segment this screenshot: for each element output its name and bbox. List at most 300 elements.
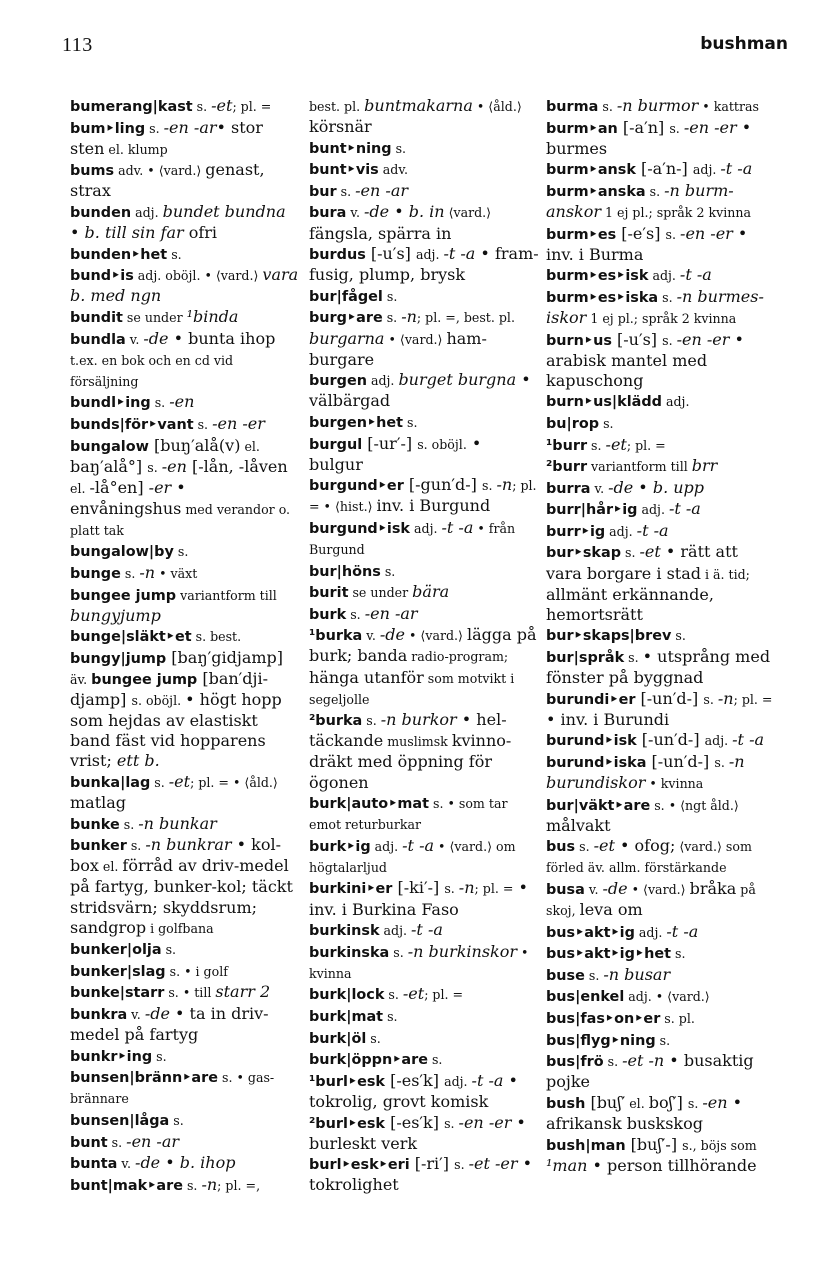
- definition-text: [ban′dji-djamp]: [70, 669, 269, 710]
- definition-text: • bulgur: [309, 433, 482, 474]
- definition-text: -lå°en]: [89, 477, 149, 497]
- grammar-note: s.: [366, 1030, 381, 1046]
- dictionary-entry: [546, 478, 776, 499]
- inflection-text: -t -a: [668, 499, 701, 519]
- definition-text: • inv. i Burundi: [546, 709, 670, 729]
- headword: bus|frö: [546, 1054, 604, 1071]
- grammar-note: ; pl. = • ⟨hist.⟩: [309, 478, 537, 515]
- inflection-text: -n burm-anskor: [546, 180, 734, 221]
- dictionary-entry: [309, 1154, 539, 1195]
- inflection-text: -t -a: [732, 730, 765, 750]
- grammar-note: s.: [147, 459, 162, 475]
- headword: ²burr: [546, 459, 588, 476]
- definition-text: [-u′s]: [611, 329, 663, 349]
- grammar-note: ; pl. =, best. pl.: [416, 310, 515, 326]
- inflection-text: -et: [168, 772, 191, 791]
- inflection-text: -n bunkrar: [145, 835, 232, 855]
- grammar-note: s. • till: [164, 985, 216, 1001]
- inflection-text: -n burmor: [616, 96, 699, 115]
- grammar-note: v.: [590, 480, 609, 496]
- grammar-note: v.: [346, 205, 364, 221]
- grammar-note: s. • gas-brännare: [70, 1070, 275, 1107]
- definition-text: • bunta ihop: [168, 328, 276, 348]
- dictionary-column-1: [70, 96, 300, 1196]
- grammar-note: t.ex. en bok och en cd vid försäljning: [70, 352, 234, 389]
- inflection-text: starr 2: [215, 982, 271, 1002]
- definition-text: ofri: [183, 223, 218, 243]
- grammar-note: s.: [362, 713, 381, 729]
- definition-text: • tokrolig, grovt komisk: [309, 1070, 518, 1111]
- headword: bur|höns: [309, 563, 381, 580]
- dictionary-entry: [546, 542, 776, 624]
- dictionary-entry: [70, 307, 300, 328]
- dictionary-entry: [309, 370, 539, 411]
- inflection-text: -et -er: [468, 1154, 518, 1174]
- dictionary-entry: [70, 648, 300, 772]
- grammar-note: s.: [599, 415, 614, 431]
- grammar-note: adj.: [379, 923, 412, 939]
- grammar-note: adv.: [378, 162, 408, 178]
- dictionary-column-2: [309, 96, 539, 1195]
- inflection-text: -t -a: [471, 1070, 504, 1090]
- headword: ¹burr: [546, 437, 588, 454]
- dictionary-entry: [546, 413, 776, 434]
- headword: bur|språk: [546, 649, 625, 666]
- dictionary-entry: [70, 244, 300, 265]
- grammar-note: s.: [173, 544, 189, 560]
- headword: burg‣are: [309, 310, 383, 327]
- inflection-text: burget burgna: [398, 370, 517, 390]
- headword: burdus: [309, 247, 366, 264]
- headword: burk|öl: [309, 1030, 367, 1047]
- dictionary-entry: [309, 518, 539, 560]
- headword: burm‣an: [546, 120, 618, 137]
- inflection-text: ¹man: [546, 1155, 588, 1175]
- grammar-note: s.: [584, 967, 604, 983]
- headword: bur‣skaps|brev: [546, 628, 672, 645]
- grammar-note: s.: [346, 606, 365, 622]
- dictionary-entry: [546, 96, 776, 117]
- inflection-text: -er: [148, 477, 172, 497]
- headword: burm‣es‣iska: [546, 289, 659, 306]
- definition-text: [-ki′-]: [392, 878, 445, 898]
- definition-text: • arabisk mantel med kapuschong: [546, 329, 744, 390]
- grammar-note: • ⟨vard.⟩: [384, 331, 447, 347]
- dictionary-entry: [546, 943, 776, 964]
- dictionary-entry: [70, 982, 300, 1003]
- dictionary-entry: [70, 1110, 300, 1131]
- grammar-note: s.: [382, 288, 398, 304]
- grammar-note: som motvikt i segeljolle: [309, 670, 515, 707]
- grammar-note: s.: [454, 1157, 469, 1173]
- grammar-note: s.: [389, 944, 408, 960]
- dictionary-entry: [546, 181, 776, 223]
- inflection-text: -de • b. ihop: [135, 1153, 236, 1173]
- dictionary-entry: [546, 287, 776, 329]
- headword: burm‣es: [546, 226, 617, 243]
- inflection-text: -t -a: [679, 265, 712, 285]
- grammar-note: v.: [117, 1156, 136, 1172]
- headword: burundi‣er: [546, 691, 636, 708]
- headword: bungalow|by: [70, 544, 174, 561]
- headword: burn‣us|klädd: [546, 394, 662, 411]
- definition-text: förråd av driv-medel på fartyg, bunker-kol; täckt stridsvärn; skyddsrum; sandgrop: [70, 856, 293, 937]
- inflection-text: -n: [401, 307, 417, 327]
- grammar-note: el.: [98, 859, 123, 875]
- grammar-note: s.: [587, 437, 606, 453]
- dictionary-entry: [546, 965, 776, 986]
- inflection-text: -n: [717, 688, 734, 708]
- dictionary-entry: [546, 1030, 776, 1051]
- headword: bunsen|låga: [70, 1113, 170, 1129]
- definition-text: [-ur′-]: [362, 433, 418, 453]
- definition-text: • busaktig pojke: [546, 1051, 754, 1092]
- definition-text: • stor sten: [70, 117, 263, 158]
- headword: bunsen|bränn‣are: [70, 1070, 218, 1087]
- definition-text: [-a′n]: [617, 117, 670, 137]
- dictionary-entry: [309, 1028, 539, 1049]
- headword: bungee jump: [91, 672, 198, 689]
- dictionary-entry: [70, 1153, 300, 1174]
- definition-text: [-un′d-]: [636, 730, 705, 750]
- grammar-note: s.: [145, 120, 164, 136]
- inflection-text: -en: [702, 1092, 728, 1112]
- grammar-note: adj. • ⟨vard.⟩: [624, 989, 710, 1005]
- headword: burm‣ansk: [546, 162, 636, 179]
- inflection-text: -de: [143, 328, 169, 348]
- headword: burkinsk: [309, 923, 380, 940]
- inflection-text: bära: [412, 582, 450, 602]
- grammar-note: el. klump: [104, 141, 168, 157]
- headword: burr|hår‣ig: [546, 502, 638, 519]
- definition-text: • burmes: [546, 117, 752, 158]
- dictionary-entry: [546, 795, 776, 836]
- dictionary-entry: [70, 1004, 300, 1045]
- grammar-note: v.: [584, 881, 603, 897]
- dictionary-entry: [546, 625, 776, 646]
- headword: bus: [546, 839, 576, 856]
- dictionary-entry: [546, 879, 776, 921]
- dictionary-entry: [309, 920, 539, 941]
- dictionary-entry: [309, 561, 539, 582]
- grammar-note: v.: [125, 331, 144, 347]
- definition-text: • envåningshus: [70, 477, 186, 518]
- grammar-note: el.: [70, 480, 90, 496]
- grammar-note: s.: [575, 839, 594, 855]
- grammar-note: variantform till: [587, 459, 692, 475]
- headword: burl‣esk‣eri: [309, 1157, 410, 1174]
- grammar-note: s.: [169, 1113, 184, 1128]
- headword: bunt‣ning: [309, 140, 392, 157]
- definition-text: [-es′k]: [384, 1112, 445, 1132]
- grammar-note: äv.: [70, 672, 92, 688]
- grammar-note: • ⟨åld.⟩: [472, 99, 522, 114]
- inflection-text: ¹binda: [186, 306, 239, 326]
- grammar-note: s.: [384, 987, 403, 1003]
- definition-text: [-a′n-]: [635, 159, 693, 179]
- grammar-note: adj.: [370, 838, 403, 854]
- headword: bur|väkt‣are: [546, 797, 651, 814]
- dictionary-entry: [70, 563, 300, 584]
- definition-text: • tokrolighet: [309, 1154, 533, 1195]
- dictionary-entry: [70, 1175, 300, 1196]
- grammar-note: s.: [687, 1095, 703, 1111]
- dictionary-entry: [70, 265, 300, 306]
- headword: bur|fågel: [309, 288, 383, 305]
- inflection-text: -de: [379, 625, 405, 645]
- definition-text: lägga på burk; banda: [309, 625, 537, 666]
- grammar-note: s.: [671, 628, 686, 644]
- definition-text: [-lån, -låven: [186, 456, 288, 476]
- grammar-note: adj.: [605, 523, 637, 539]
- dictionary-entry: [309, 96, 539, 137]
- inflection-text: -t -a: [720, 159, 753, 179]
- dictionary-entry: [70, 1046, 300, 1067]
- inflection-text: -en -er: [212, 413, 265, 433]
- inflection-text: -en: [169, 392, 195, 412]
- grammar-note: se under: [348, 585, 413, 601]
- guide-word: bushman: [700, 34, 788, 54]
- dictionary-entry: [70, 961, 300, 982]
- inflection-text: -t -a: [411, 920, 443, 940]
- headword: bus|fas‣on‣er: [546, 1011, 661, 1028]
- grammar-note: adv. • ⟨vard.⟩: [114, 163, 206, 179]
- inflection-text: -n busar: [603, 964, 671, 984]
- grammar-note: s.: [655, 1032, 671, 1048]
- headword: bunker|slag: [70, 963, 166, 980]
- inflection-text: -t -a: [666, 921, 699, 941]
- dictionary-entry: [546, 647, 776, 688]
- grammar-note: ⟨vard.⟩: [444, 205, 492, 221]
- headword: burgen‣het: [309, 414, 404, 431]
- headword: bur‣skap: [546, 545, 621, 562]
- definition-text: baŋ′alå°]: [70, 456, 148, 476]
- headword: bus|enkel: [546, 989, 625, 1006]
- headword: burk|lock: [309, 987, 385, 1004]
- headword: burgund‣er: [309, 478, 404, 495]
- dictionary-entry: [70, 160, 300, 201]
- dictionary-entry: [70, 541, 300, 562]
- grammar-note: • kattras: [698, 99, 759, 114]
- inflection-text: -et: [402, 984, 425, 1004]
- grammar-note: i ä. tid;: [700, 566, 750, 582]
- inflection-text: -en -er: [680, 223, 733, 243]
- inflection-text: -en -er: [458, 1112, 512, 1132]
- inflection-text: -n burundiskor: [546, 751, 745, 792]
- grammar-note: s.: [482, 478, 497, 494]
- grammar-note: adj.: [634, 924, 667, 940]
- headword: bungy|jump: [70, 650, 167, 667]
- definition-text: • ta in driv-medel på fartyg: [70, 1004, 269, 1045]
- grammar-note: • kvinna: [309, 944, 529, 981]
- dictionary-entry: [546, 1051, 776, 1092]
- grammar-note: 1 ej pl.; språk 2 kvinna: [586, 310, 737, 326]
- inflection-text: -n: [458, 878, 475, 898]
- headword: burk|auto‣mat: [309, 796, 429, 813]
- grammar-note: adj.: [415, 247, 444, 263]
- dictionary-entry: [546, 159, 776, 180]
- headword: bunds|för‣vant: [70, 416, 194, 433]
- definition-text: fängsla, spärra in: [309, 223, 452, 243]
- grammar-note: i golfbana: [146, 920, 214, 936]
- inflection-text: -en -er: [683, 117, 737, 137]
- grammar-note: ; pl. =: [232, 99, 272, 114]
- dictionary-entry: [546, 224, 776, 265]
- headword: bus‣akt‣ig‣het: [546, 946, 671, 963]
- dictionary-entry: [546, 118, 776, 159]
- grammar-note: s.: [658, 289, 677, 305]
- dictionary-entry: [70, 814, 300, 835]
- headword: burma: [546, 99, 599, 115]
- grammar-note: el.: [240, 438, 260, 454]
- definition-text: [baŋ′gidjamp]: [166, 647, 284, 667]
- dictionary-entry: [70, 436, 300, 541]
- definition-text: • inv. i Burkina Faso: [309, 878, 528, 919]
- dictionary-entry: [70, 585, 300, 626]
- dictionary-entry: [309, 159, 539, 180]
- grammar-note: s. oböjl.: [417, 436, 467, 452]
- dictionary-entry: [70, 414, 300, 435]
- dictionary-entry: [309, 582, 539, 603]
- grammar-note: • ⟨vard.⟩: [405, 628, 467, 644]
- dictionary-entry: [309, 710, 539, 792]
- headword: burund‣iska: [546, 754, 647, 771]
- grammar-note: muslimsk: [383, 734, 452, 750]
- dictionary-entry: [309, 1071, 539, 1112]
- grammar-note: • ⟨vard.⟩: [627, 881, 690, 897]
- headword: bunge|släkt‣et: [70, 629, 192, 646]
- definition-text: målvakt: [546, 815, 611, 835]
- grammar-note: s.: [336, 183, 356, 199]
- headword: burk|mat: [309, 1009, 384, 1026]
- dictionary-entry: [70, 202, 300, 243]
- inflection-text: -en -ar: [163, 117, 217, 137]
- definition-text: [buŋ′alå(v): [148, 435, 241, 455]
- headword: burkini‣er: [309, 881, 393, 898]
- grammar-note: s.: [669, 120, 684, 136]
- dictionary-entry: [309, 412, 539, 433]
- grammar-note: s.: [182, 1177, 202, 1193]
- inflection-text: ett b.: [116, 751, 160, 771]
- headword: burk: [309, 606, 347, 623]
- dictionary-entry: [70, 835, 300, 938]
- grammar-note: s.: [603, 1054, 623, 1070]
- inflection-text: bungyjump: [70, 605, 161, 625]
- headword: ¹burka: [309, 628, 363, 645]
- inflection-text: -et: [211, 96, 233, 115]
- dictionary-entry: [309, 244, 539, 285]
- headword: burm‣es‣isk: [546, 268, 649, 285]
- headword: bundit: [70, 309, 123, 326]
- inflection-text: bundet bundna • b. till sin far: [70, 201, 286, 243]
- headword: bunta: [70, 1156, 118, 1173]
- dictionary-entry: [309, 625, 539, 709]
- definition-text: • ofog;: [614, 836, 676, 856]
- headword: bush: [546, 1095, 586, 1112]
- grammar-note: • kvinna: [645, 776, 704, 791]
- headword: ¹burl‣esk: [309, 1073, 385, 1090]
- dictionary-entry: [309, 138, 539, 159]
- inflection-text: -en -er: [676, 329, 730, 349]
- inflection-text: -en: [161, 456, 187, 476]
- grammar-note: s.: [161, 942, 177, 958]
- headword: bundl‣ing: [70, 395, 151, 412]
- dictionary-entry: [70, 329, 300, 392]
- dictionary-entry: [546, 730, 776, 751]
- grammar-note: adj.: [648, 268, 680, 284]
- grammar-note: s.: [120, 566, 140, 582]
- grammar-note: radio-program;: [407, 649, 509, 665]
- grammar-note: s.: [624, 649, 643, 665]
- definition-text: [-es′k]: [384, 1070, 445, 1090]
- inflection-text: -de • b. upp: [608, 477, 705, 497]
- grammar-note: s.: [382, 310, 402, 326]
- dictionary-entry: [546, 521, 776, 542]
- definition-text: • inv. i Burma: [546, 223, 748, 264]
- headword: bus|flyg‣ning: [546, 1032, 656, 1049]
- headword: ²burka: [309, 713, 363, 730]
- headword: burit: [309, 585, 349, 602]
- dictionary-entry: [70, 626, 300, 647]
- headword: bunge: [70, 566, 121, 583]
- headword: bunt‣vis: [309, 162, 379, 179]
- dictionary-entry: [546, 456, 776, 477]
- dictionary-entry: [309, 1006, 539, 1027]
- headword: burk‣ig: [309, 838, 371, 855]
- inflection-text: -t -a: [441, 517, 474, 537]
- definition-text: kvinno-dräkt med öppning för ögonen: [309, 731, 512, 792]
- definition-text: inv. i Burgund: [376, 496, 491, 516]
- dictionary-entry: [309, 836, 539, 878]
- headword: bumerang|kast: [70, 99, 193, 115]
- dictionary-entry: [546, 1008, 776, 1029]
- grammar-note: ; pl. =: [733, 691, 773, 707]
- grammar-note: ; pl. =,: [217, 1177, 261, 1193]
- inflection-text: -et -n: [622, 1051, 665, 1071]
- grammar-note: s.: [621, 545, 640, 561]
- dictionary-entry: [309, 202, 539, 243]
- grammar-note: s.: [126, 838, 146, 854]
- headword: burgul: [309, 436, 363, 453]
- dictionary-entry: [309, 793, 539, 835]
- dictionary-entry: [546, 391, 776, 412]
- inflection-text: -et: [605, 434, 627, 454]
- dictionary-entry: [546, 689, 776, 730]
- dictionary-entry: [309, 1113, 539, 1154]
- dictionary-entry: [546, 435, 776, 456]
- grammar-note: s.: [193, 416, 213, 432]
- inflection-text: brr: [691, 456, 718, 476]
- dictionary-entry: [309, 878, 539, 919]
- dictionary-entry: [70, 118, 300, 160]
- grammar-note: ; pl. =: [424, 987, 464, 1003]
- grammar-note: s.: [150, 775, 169, 790]
- grammar-note: adj.: [637, 502, 669, 518]
- headword: bunden: [70, 204, 132, 221]
- dictionary-entry: [546, 499, 776, 520]
- grammar-note: s., böjs som: [682, 1137, 757, 1153]
- grammar-note: s.: [665, 226, 681, 242]
- inflection-text: -n: [201, 1174, 218, 1194]
- headword: bum‣ling: [70, 120, 146, 137]
- definition-text: boʃ′]: [648, 1092, 688, 1112]
- inflection-text: -de • b. in: [364, 202, 445, 222]
- dictionary-column-3: [546, 96, 776, 1176]
- headword: busa: [546, 881, 585, 898]
- grammar-note: s. pl.: [660, 1011, 695, 1027]
- definition-text: allmänt erkännande, hemortsrätt: [546, 584, 714, 624]
- inflection-text: -n burmes-iskor: [546, 286, 764, 327]
